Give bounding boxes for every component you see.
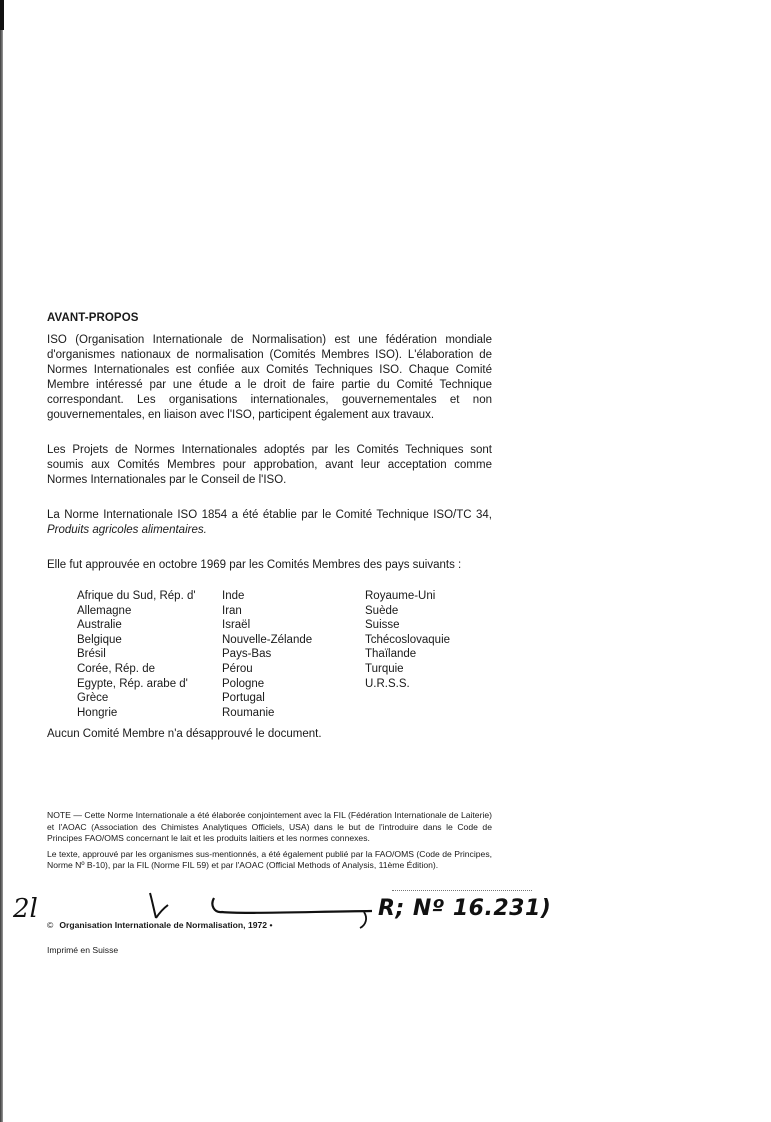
printed-in: Imprimé en Suisse [47,945,119,955]
country-item: Afrique du Sud, Rép. d' [77,590,196,602]
note-paragraph-2: Le texte, approuvé par les organismes sus-mentionnés, a été également publié par la FAO/OMS (Code de Principes, Norme Nº B-10), par la FIL (Norme FIL 59) et par l'AOAC (Official Methods of Analysis, 11ème Édition). [47,848,492,870]
country-item: Pérou [222,662,253,675]
section-title: AVANT-PROPOS [47,312,139,324]
country-item: U.R.S.S. [365,677,410,690]
country-item: Portugal [222,692,265,705]
country-item: Roumanie [222,706,275,719]
country-item: Nouvelle-Zélande [222,633,313,646]
copyright-icon: © [47,920,54,930]
country-item: Suisse [365,619,400,632]
country-item: Belgique [77,633,122,646]
norm-origin-text: La Norme Internationale ISO 1854 a été établie par le Comité Technique ISO/TC 34, [47,509,492,521]
country-item: Corée, Rép. de [77,662,155,675]
country-item: Hongrie [77,706,118,719]
country-item: Brésil [77,648,106,661]
country-item: Pays-Bas [222,648,272,661]
committee-name: Produits agricoles alimentaires. [47,524,207,536]
country-item: Thaïlande [365,648,417,661]
paragraph-drafts: Les Projets de Normes Internationales adoptés par les Comités Techniques sont soumis aux Comités Membres pour approbation, avant leur acceptation comme Normes Internationales par le Conseil de l'ISO. [47,444,492,486]
country-item: Grèce [77,692,109,705]
paragraph-iso-intro: ISO (Organisation Internationale de Normalisation) est une fédération mondiale d'organismes nationaux de normalisation (Comités Membres ISO). L'élaboration de Normes Internationales est confiée aux Comités Techniques ISO. Chaque Comité Membre intéressé par une étude a le droit de faire partie du Comité Technique correspondant. Les organisations internationales, gouvernementales et non gouvernementales, en liaison avec l'ISO, participent également aux travaux. [47,334,492,421]
note-paragraph-1: NOTE — Cette Norme Internationale a été élaborée conjointement avec la FIL (Fédération Internationale de Laiterie) et l'AOAC (Association des Chimistes Analytiques Officiels, USA) dans le but de l'introduire dans le Code de Principes FAO/OMS concernant le lait et les produits laitiers et les normes connexes. [47,810,492,843]
country-item: Suède [365,604,399,617]
country-item: Australie [77,619,122,632]
handwritten-margin-number: 2l [13,894,38,924]
country-item: Pologne [222,677,265,690]
country-item: Israël [222,619,251,632]
country-item: Turquie [365,662,404,675]
country-item: Inde [222,590,245,602]
country-item: Royaume-Uni [365,590,436,602]
country-item: Allemagne [77,604,132,617]
paragraph-no-disapproval: Aucun Comité Membre n'a désapprouvé le document. [47,728,322,740]
copyright-text: Organisation Internationale de Normalisation, 1972 • [59,920,273,930]
paragraph-approval: Elle fut approuvée en octobre 1969 par les Comités Membres des pays suivants : [47,559,462,571]
handwritten-reference: R; Nº 16.231) [378,896,552,921]
country-item: Egypte, Rép. arabe d' [77,677,188,690]
country-item: Tchécoslovaquie [365,633,451,646]
country-item: Iran [222,604,242,617]
